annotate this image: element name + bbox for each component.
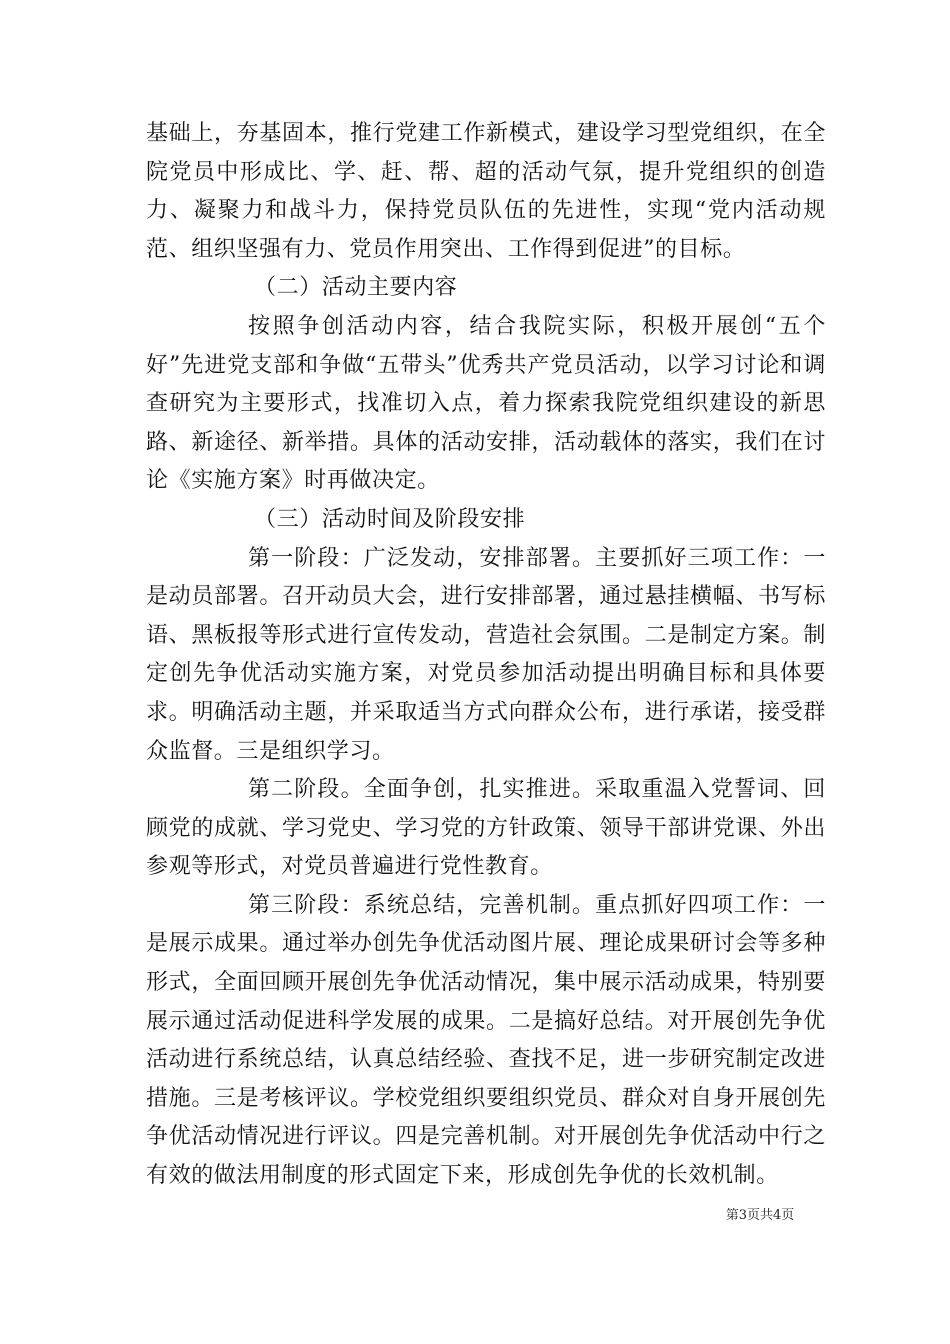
paragraph-continuation: 基础上，夯基固本，推行党建工作新模式，建设学习型党组织，在全院党员中形成比、学、赶、帮、超的活动气氛，提升党组织的创造力、凝聚力和战斗力，保持党员队伍的先进性，实现“党内活动规范、组织坚强有力、党员作用突出、工作得到促进”的目标。: [146, 121, 826, 262]
page-number-label: 第3页共4页: [725, 1208, 795, 1223]
paragraph-main-content: 按照争创活动内容，结合我院实际，积极开展创“五个好”先进党支部和争做“五带头”优秀共产党员活动，以学习讨论和调查研究为主要形式，找准切入点，着力探索我院党组织建设的新思路、新途径、新举措。具体的活动安排，活动载体的落实，我们在讨论《实施方案》时再做决定。: [146, 313, 826, 494]
document-body: [146, 115, 826, 1196]
paragraph-stage-two: 第二阶段。全面争创，扎实推进。采取重温入党誓词、回顾党的成就、学习党史、学习党的方针政策、领导干部讲党课、外出参观等形式，对党员普遍进行党性教育。: [146, 777, 826, 880]
paragraph-stage-one: 第一阶段：广泛发动，安排部署。主要抓好三项工作：一是动员部署。召开动员大会，进行安排部署，通过悬挂横幅、书写标语、黑板报等形式进行宣传发动，营造社会氛围。二是制定方案。制定创先争优活动实施方案，对党员参加活动提出明确目标和具体要求。明确活动主题，并采取适当方式向群众公布，进行承诺，接受群众监督。三是组织学习。: [146, 545, 826, 764]
page-footer: [0, 1204, 950, 1223]
section-heading-main-content: （二）活动主要内容: [254, 275, 458, 301]
paragraph-stage-three: 第三阶段：系统总结，完善机制。重点抓好四项工作：一是展示成果。通过举办创先争优活动图片展、理论成果研讨会等多种形式，全面回顾开展创先争优活动情况，集中展示活动成果，特别要展示通过活动促进科学发展的成果。二是搞好总结。对开展创先争优活动进行系统总结，认真总结经验、查找不足，进一步研究制定改进措施。三是考核评议。学校党组织要组织党员、群众对自身开展创先争优活动情况进行评议。四是完善机制。对开展创先争优活动中行之有效的做法用制度的形式固定下来，形成创先争优的长效机制。: [146, 892, 826, 1189]
section-heading-schedule: （三）活动时间及阶段安排: [254, 506, 526, 532]
